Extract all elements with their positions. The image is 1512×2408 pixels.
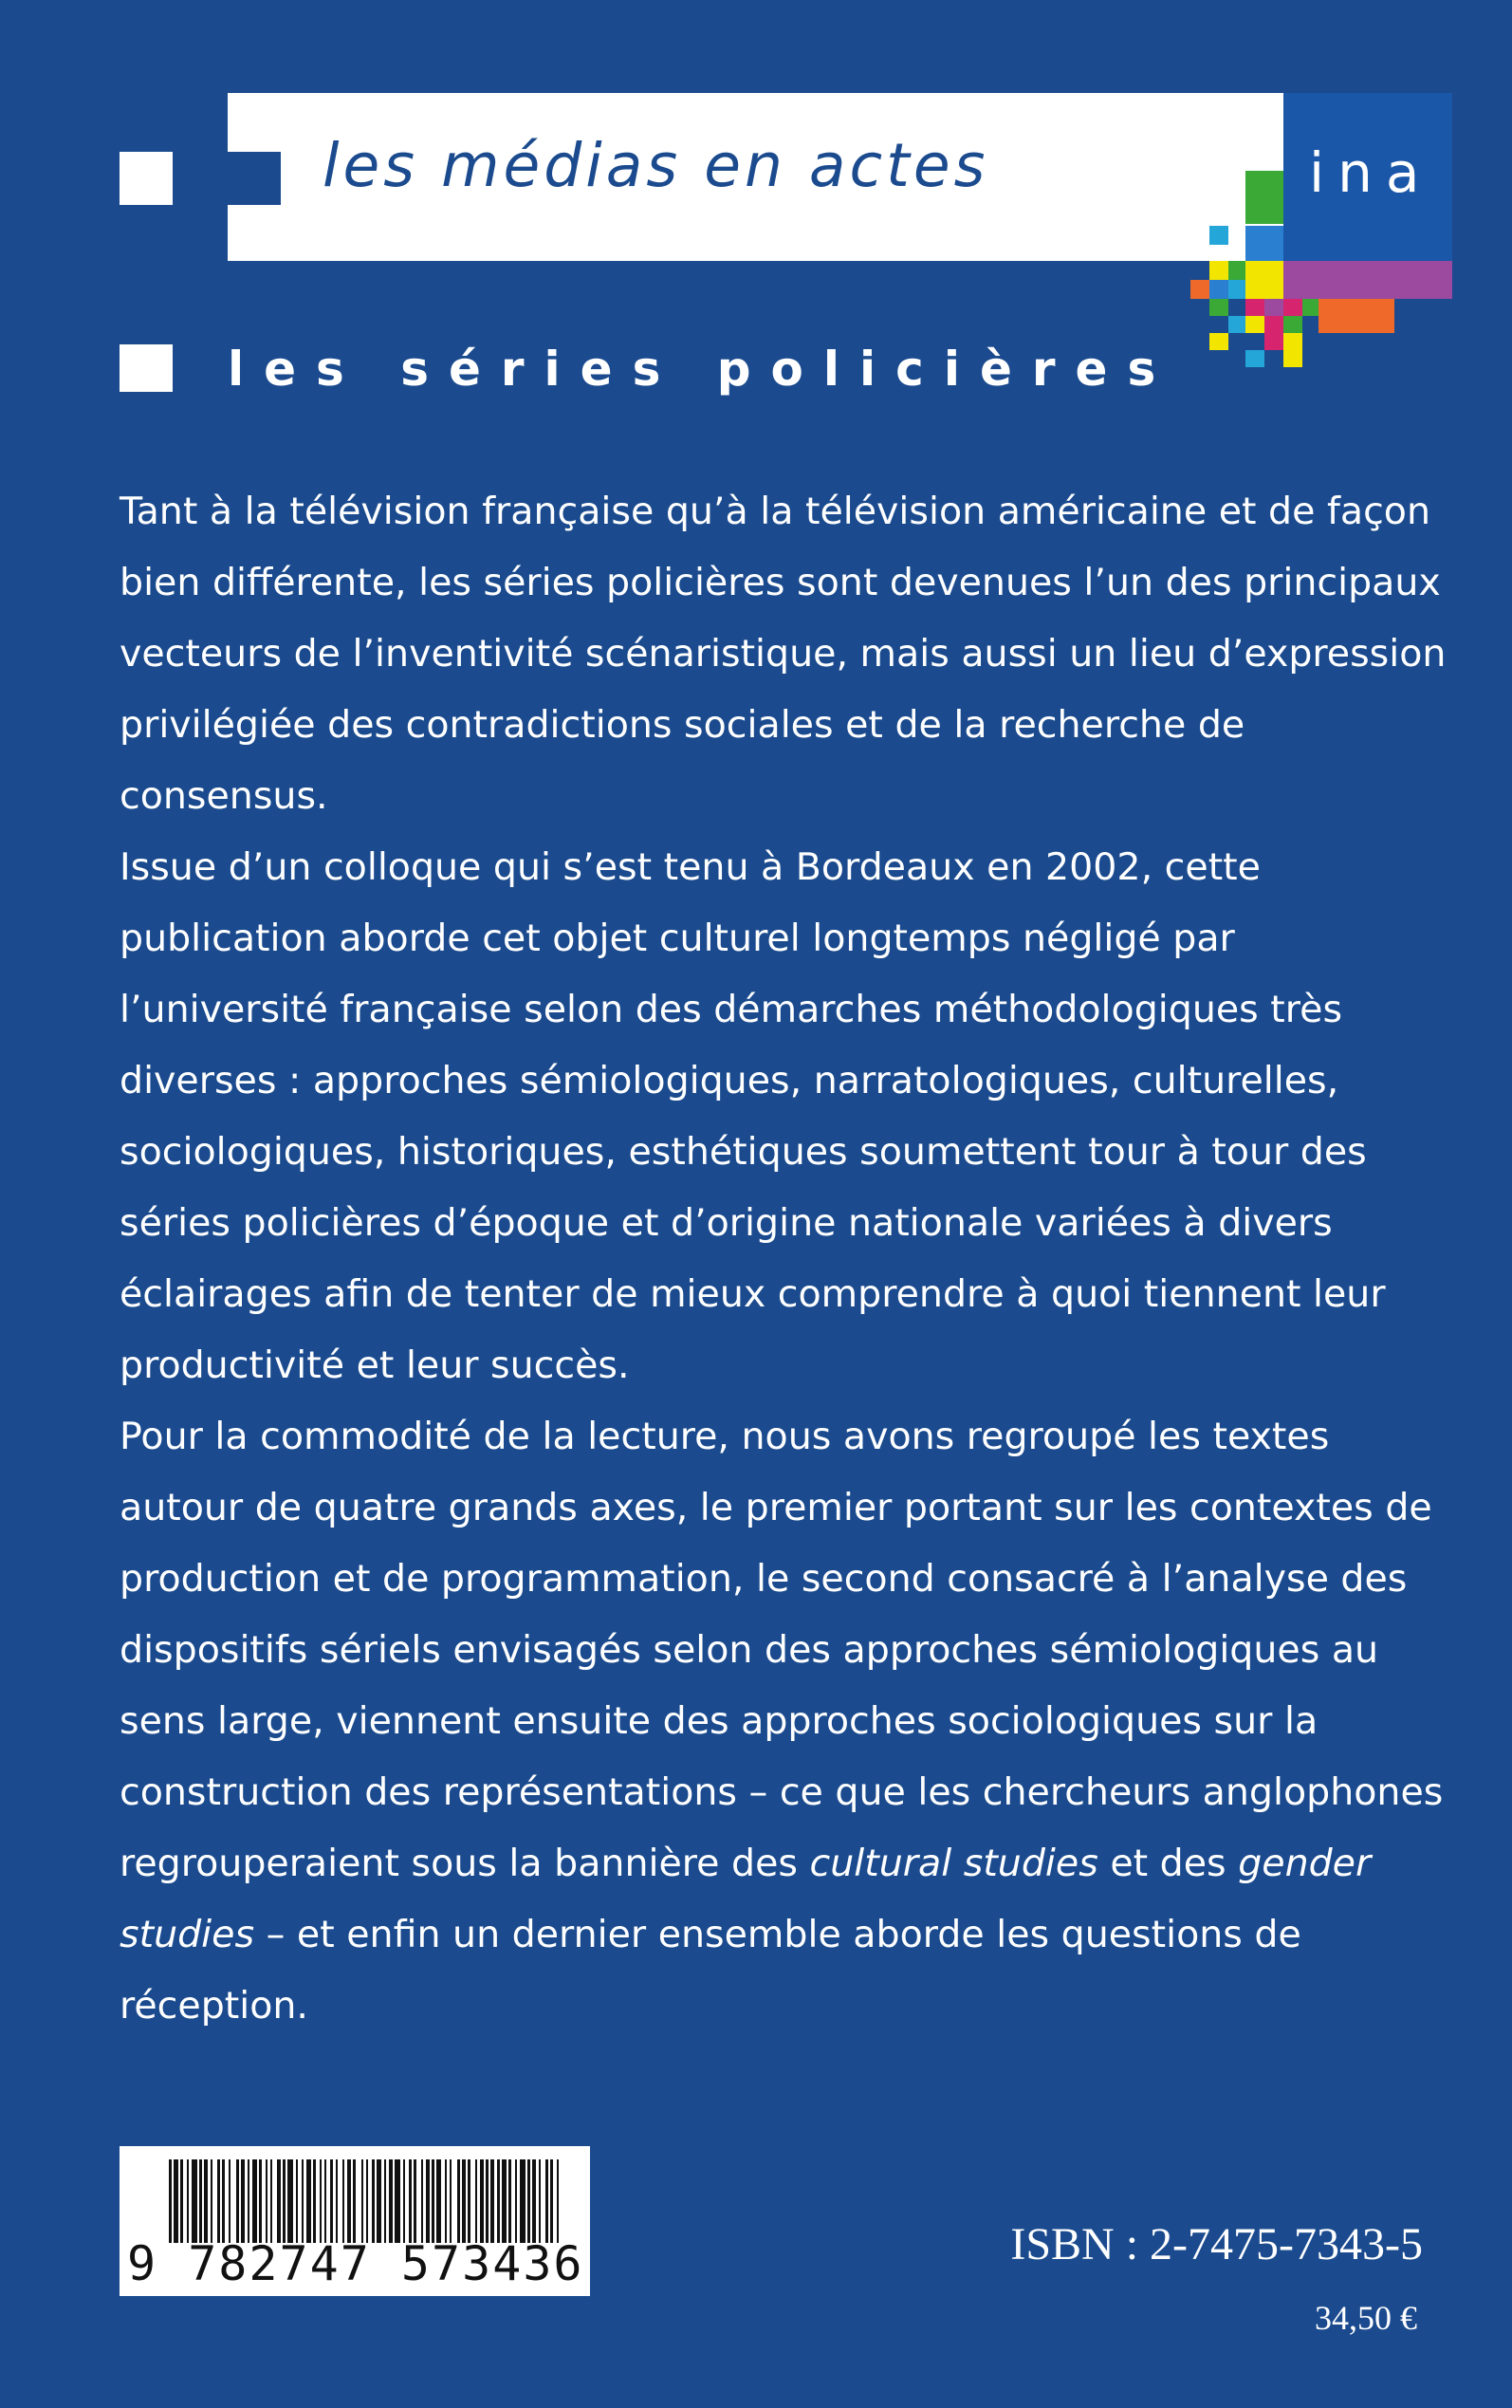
series-title: les médias en actes (323, 131, 989, 200)
header-bullet-square (120, 152, 173, 205)
barcode-digits: 9 782747 573436 (127, 2236, 584, 2291)
synopsis (120, 476, 1447, 2042)
title-bullet-square (120, 344, 173, 392)
book-title: les séries policières (228, 342, 1176, 397)
series-banner-notch (228, 152, 281, 205)
synopsis-paragraph-2: Issue d’un colloque qui s’est tenu à Bordeaux en 2002, cette publication aborde cet objet culturel longtemps négligé par l’université française selon des démarches méthodologiques très diverses : approches sémiologiques, narratologiques, culturelles, sociologiques, historiques, esthétiques soumettent tour à tour des séries policières d’époque et d’origine nationale variées à divers éclairages afin de tenter de mieux comprendre à quoi tiennent leur productivité et leur succès. (120, 845, 1386, 1387)
synopsis-paragraph-3: Pour la commodité de la lecture, nous avons regroupé les textes autour de quatre grands axes, le premier portant sur les contextes de production et de programmation, le second consacré à l’analyse des dispositifs sériels envisagés selon des approches sémiologiques au sens large, viennent ensuite des approches sociologiques sur la construction des représentations – ce que les chercheurs anglophones regrouperaient sous la bannière des cultural studies et des gender studies – et enfin un dernier ensemble aborde les questions de réception. (120, 1415, 1444, 2028)
cultural-studies-term: cultural studies (809, 1842, 1098, 1885)
price: 34,50 € (1315, 2299, 1417, 2337)
isbn: ISBN : 2-7475-7343-5 (1010, 2219, 1423, 2269)
gender-studies-term: gender studies (120, 1842, 1372, 1956)
barcode (120, 2146, 590, 2296)
synopsis-paragraph-1: Tant à la télévision française qu’à la télévision américaine et de façon bien différente, les séries policières sont devenues l’un des principaux vecteurs de l’inventivité scénaristique, mais aussi un lieu d’expression privilégiée des contradictions sociales et de la recherche de consensus. (120, 490, 1447, 818)
barcode-bars (167, 2159, 565, 2243)
publisher-logo: ina (1309, 140, 1433, 205)
